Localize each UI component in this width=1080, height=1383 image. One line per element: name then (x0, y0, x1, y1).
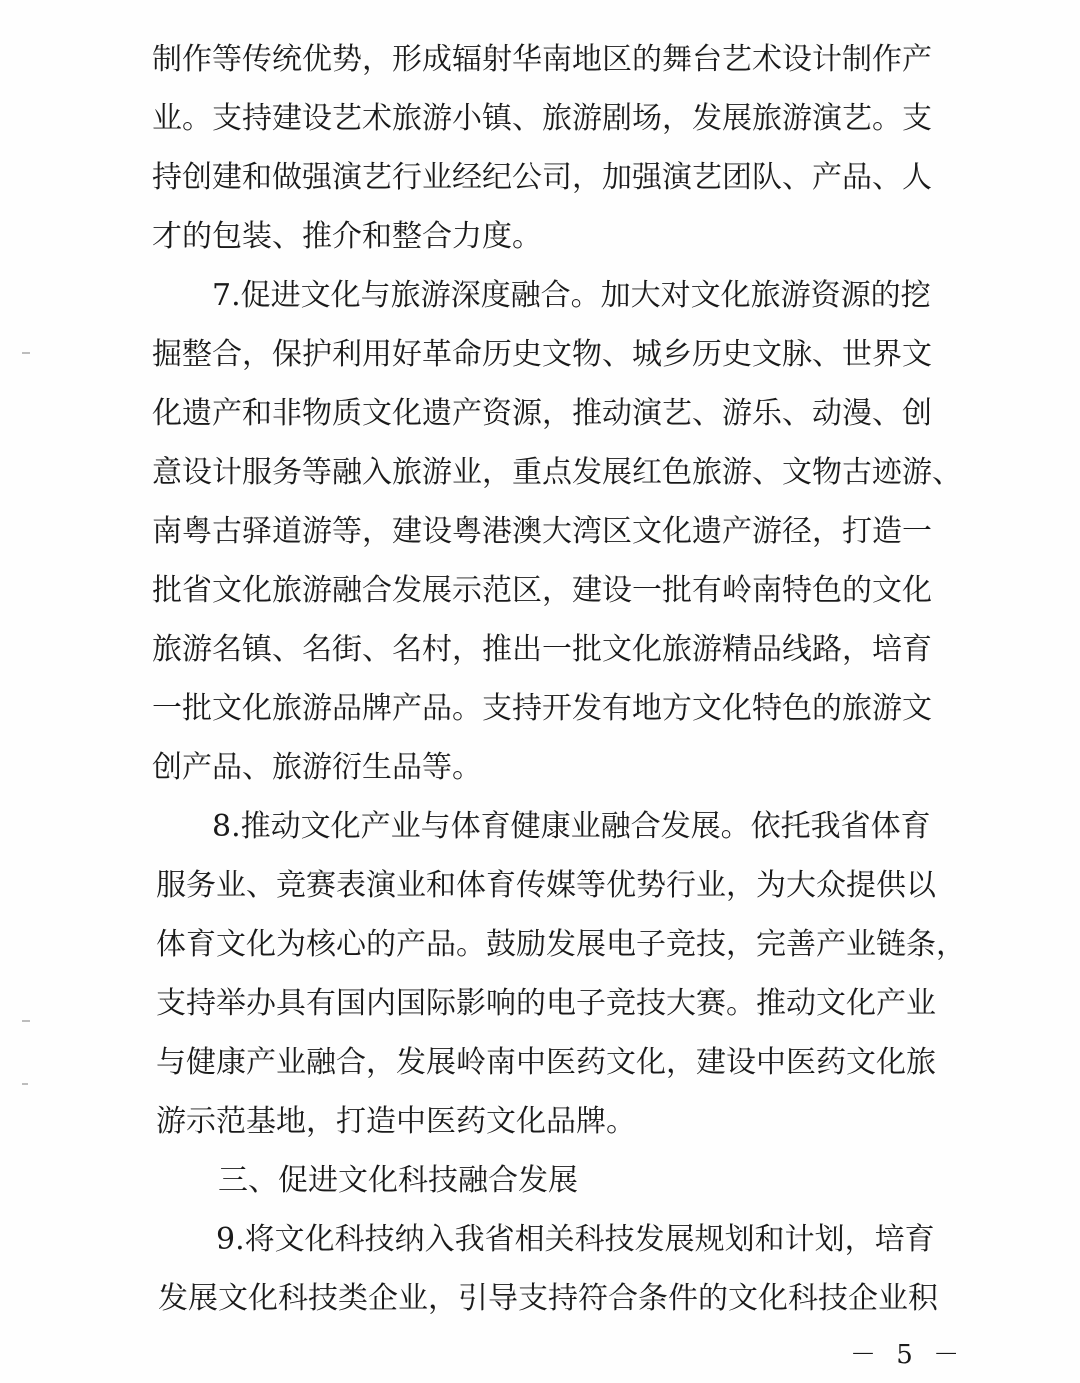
text-line: 持创建和做强演艺行业经纪公司，加强演艺团队、产品、人 (152, 160, 932, 195)
scan-mark (22, 352, 30, 354)
section-heading: 三、促进文化科技融合发展 (218, 1163, 578, 1198)
scan-mark (22, 1020, 30, 1022)
scan-mark (22, 1083, 28, 1085)
page-number: － 5 － (850, 1340, 966, 1370)
text-line: 南粤古驿道游等，建设粤港澳大湾区文化遗产游径，打造一 (152, 514, 932, 549)
text-line: 与健康产业融合，发展岭南中医药文化，建设中医药文化旅 (156, 1045, 936, 1080)
paragraph-heading-line: 9.将文化科技纳入我省相关科技发展规划和计划，培育 (216, 1222, 935, 1257)
text-line: 意设计服务等融入旅游业，重点发展红色旅游、文物古迹游、 (152, 455, 962, 490)
text-line: 业。支持建设艺术旅游小镇、旅游剧场，发展旅游演艺。支 (152, 101, 932, 136)
text-line: 才的包装、推介和整合力度。 (152, 219, 542, 254)
text-line: 化遗产和非物质文化遗产资源，推动演艺、游乐、动漫、创 (152, 396, 932, 431)
text-line: 支持举办具有国内国际影响的电子竞技大赛。推动文化产业 (156, 986, 936, 1021)
text-line: 游示范基地，打造中医药文化品牌。 (156, 1104, 636, 1139)
text-line: 服务业、竞赛表演业和体育传媒等优势行业，为大众提供以 (156, 868, 936, 903)
text-line: 发展文化科技类企业，引导支持符合条件的文化科技企业积 (158, 1281, 938, 1316)
text-line: 体育文化为核心的产品。鼓励发展电子竞技，完善产业链条， (156, 927, 966, 962)
text-line: 制作等传统优势，形成辐射华南地区的舞台艺术设计制作产 (152, 42, 932, 77)
text-line: 创产品、旅游衍生品等。 (152, 750, 482, 785)
text-line: 一批文化旅游品牌产品。支持开发有地方文化特色的旅游文 (152, 691, 932, 726)
text-line: 掘整合，保护利用好革命历史文物、城乡历史文脉、世界文 (152, 337, 932, 372)
paragraph-heading-line: 7.促进文化与旅游深度融合。加大对文化旅游资源的挖 (212, 278, 931, 313)
paragraph-heading-line: 8.推动文化产业与体育健康业融合发展。依托我省体育 (212, 809, 931, 844)
text-line: 批省文化旅游融合发展示范区，建设一批有岭南特色的文化 (152, 573, 932, 608)
text-line: 旅游名镇、名街、名村，推出一批文化旅游精品线路，培育 (152, 632, 932, 667)
